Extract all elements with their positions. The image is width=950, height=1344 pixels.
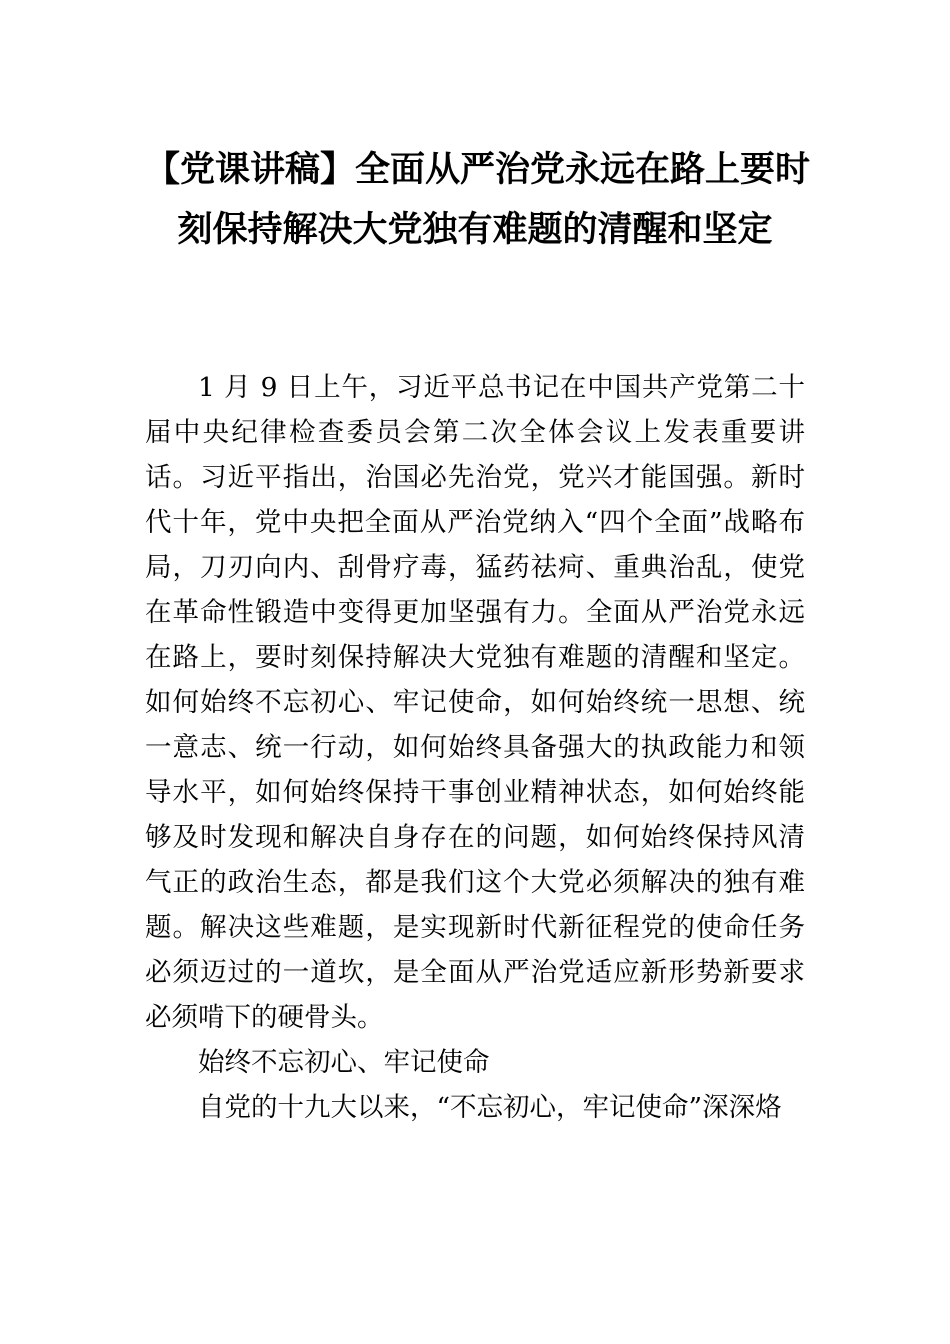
document-body [145, 365, 805, 1130]
title-line-1: 【党课讲稿】全面从严治党永远在路上要时 [145, 149, 811, 190]
section-paragraph: 自党的十九大以来，“不忘初心，牢记使命”深深烙 [198, 1092, 782, 1123]
intro-paragraph: 1 月 9 日上午，习近平总书记在中国共产党第二十届中央纪律检查委员会第二次全体会议上发表重要讲话。习近平指出，治国必先治党，党兴才能国强。新时代十年，党中央把全面从严治党纳入“四个全面”战略布局，刀刃向内、刮骨疗毒，猛药祛疴、重典治乱，使党在革命性锻造中变得更加坚强有力。全面从严治党永远在路上，要时刻保持解决大党独有难题的清醒和坚定。如何始终不忘初心、牢记使命，如何始终统一思想、统一意志、统一行动，如何始终具备强大的执政能力和领导水平，如何始终保持干事创业精神状态，如何始终能够及时发现和解决自身存在的问题，如何始终保持风清气正的政治生态，都是我们这个大党必须解决的独有难题。解决这些难题，是实现新时代新征程党的使命任务必须迈过的一道坎，是全面从严治党适应新形势新要求必须啃下的硬骨头。 [145, 372, 805, 1033]
document-title [145, 140, 811, 260]
section-heading: 始终不忘初心、牢记使命 [198, 1047, 490, 1078]
title-line-2: 刻保持解决大党独有难题的清醒和坚定 [177, 209, 773, 250]
